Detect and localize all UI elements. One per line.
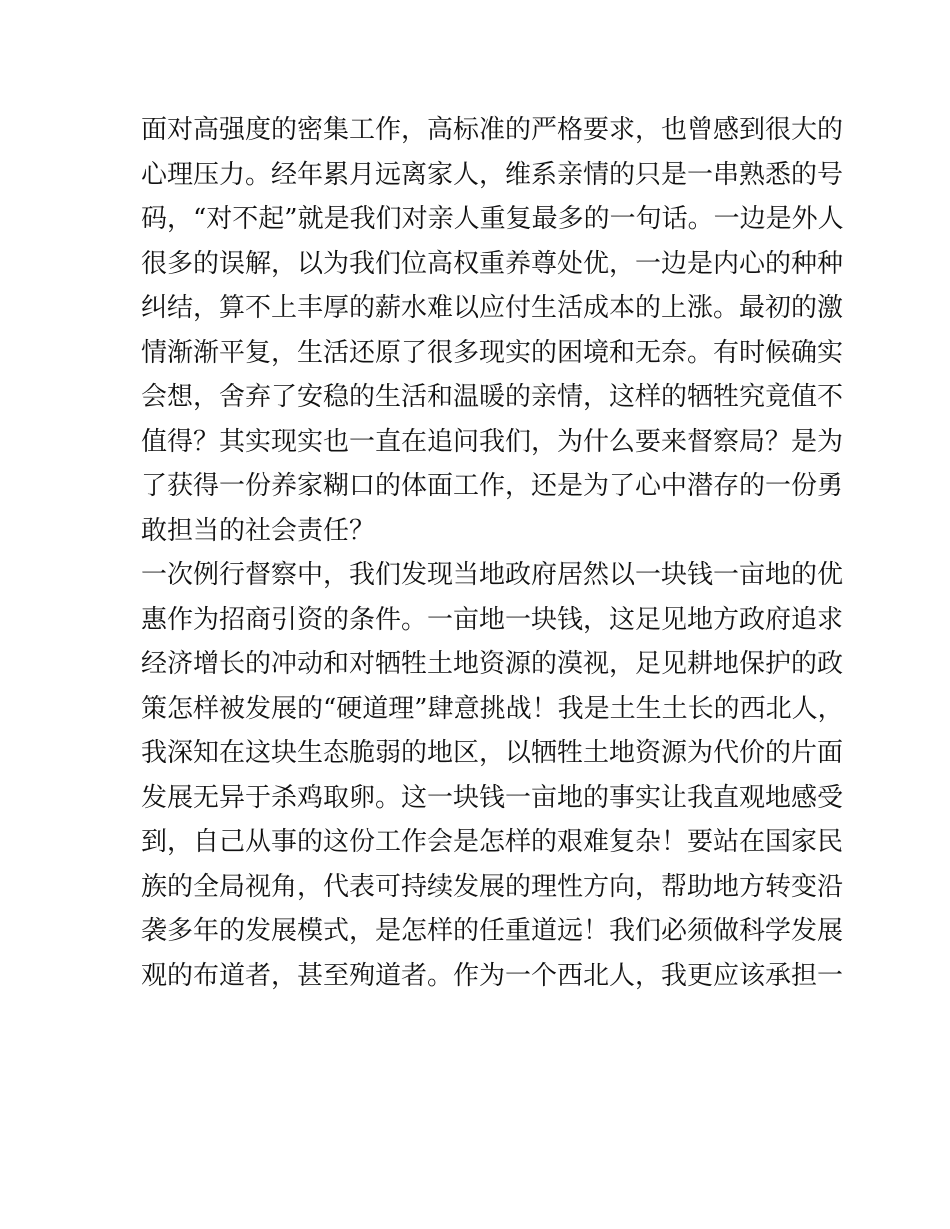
text-line: 惠作为招商引资的条件。一亩地一块钱，这足见地方政府追求 [141, 604, 844, 635]
text-line: 会想，舍弃了安稳的生活和温暖的亲情，这样的牺牲究竟值不 [141, 382, 844, 412]
text-line: 袭多年的发展模式，是怎样的任重道远！我们必须做科学发展 [141, 916, 844, 946]
text-line: 很多的误解，以为我们位高权重养尊处优，一边是内心的种种 [141, 248, 844, 279]
text-line: 经济增长的冲动和对牺牲土地资源的漠视，足见耕地保护的政 [141, 649, 844, 679]
text-line: 纠结，算不上丰厚的薪水难以应付生活成本的上涨。最初的激 [141, 293, 844, 323]
text-line: 族的全局视角，代表可持续发展的理性方向，帮助地方转变沿 [141, 871, 844, 902]
text-line: 一次例行督察中，我们发现当地政府居然以一块钱一亩地的优 [141, 560, 844, 590]
body-text [141, 108, 844, 998]
text-line: 心理压力。经年累月远离家人，维系亲情的只是一串熟悉的号 [141, 159, 844, 190]
text-line: 了获得一份养家糊口的体面工作，还是为了心中潜存的一份勇 [141, 471, 844, 501]
text-line: 到，自己从事的这份工作会是怎样的艰难复杂！要站在国家民 [141, 827, 844, 857]
text-line: 面对高强度的密集工作，高标准的严格要求，也曾感到很大的 [141, 115, 844, 145]
text-line: 策怎样被发展的“硬道理”肆意挑战！我是土生土长的西北人， [141, 693, 844, 724]
text-line: 值得？其实现实也一直在追问我们，为什么要来督察局？是为 [141, 426, 844, 457]
text-line: 发展无异于杀鸡取卵。这一块钱一亩地的事实让我直观地感受 [141, 782, 844, 813]
text-line: 我深知在这块生态脆弱的地区，以牺牲土地资源为代价的片面 [141, 738, 844, 768]
text-line: 码，“对不起”就是我们对亲人重复最多的一句话。一边是外人 [141, 204, 844, 234]
text-line: 情渐渐平复，生活还原了很多现实的困境和无奈。有时候确实 [141, 337, 844, 368]
text-line: 观的布道者，甚至殉道者。作为一个西北人，我更应该承担一 [141, 960, 844, 991]
text-line: 敢担当的社会责任？ [141, 515, 376, 546]
